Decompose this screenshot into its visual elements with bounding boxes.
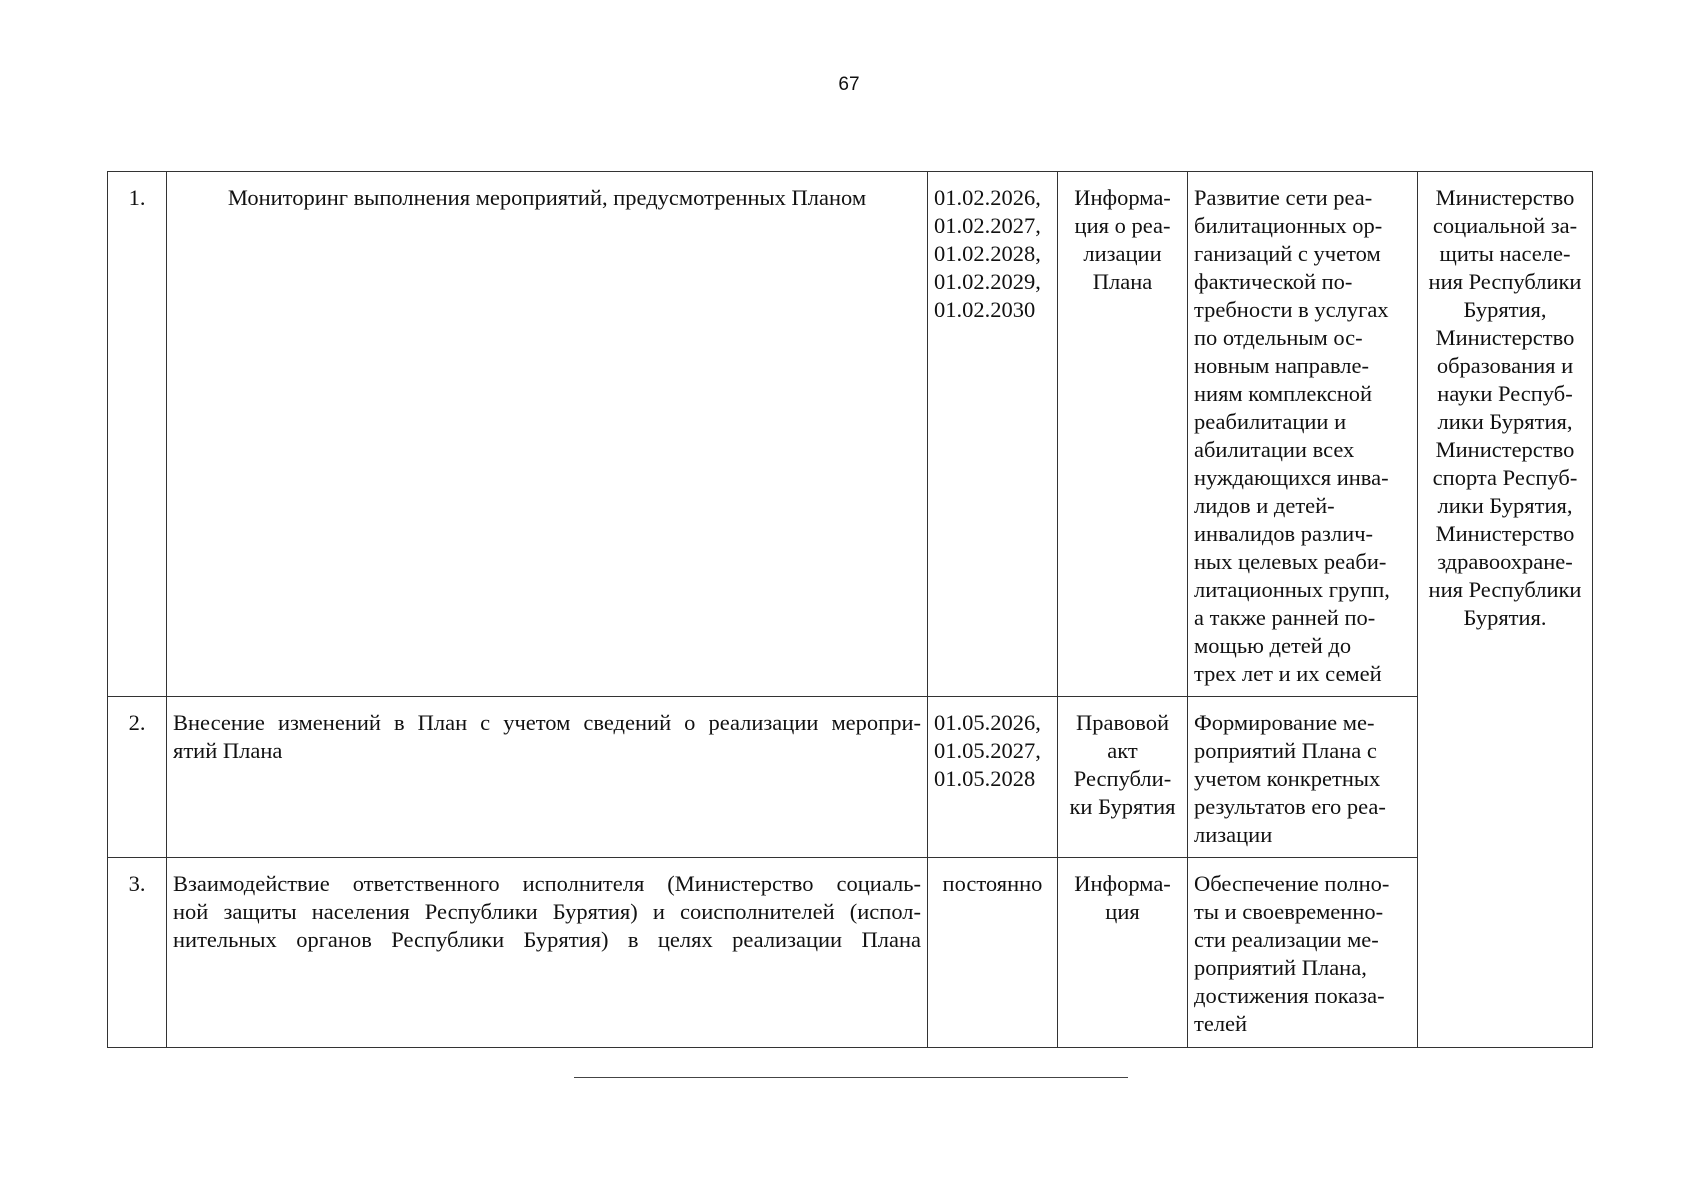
- activity-name-line: Внесение изменений в План с учетом сведений о реализации меропри-: [173, 710, 921, 735]
- page-number: 67: [838, 74, 860, 95]
- result-line: учетом конкретных: [1194, 766, 1381, 791]
- result-line: абилитации всех: [1194, 437, 1355, 462]
- result-line: Формирование ме-: [1194, 710, 1375, 735]
- activity-name-line: ной защиты населения Республики Бурятия) и соисполнителей (испол-: [173, 899, 921, 924]
- table-row: [108, 697, 1593, 858]
- result-line: Обеспечение полно-: [1194, 871, 1390, 896]
- document-type-line: ки Бурятия: [1069, 794, 1176, 819]
- executor-line: Министерство: [1435, 437, 1575, 462]
- plan-table: [107, 171, 1593, 1048]
- document-type-cell: [1058, 172, 1188, 697]
- result-line: ниям комплексной: [1194, 381, 1373, 406]
- expected-result-cell: [1188, 697, 1418, 858]
- executor-line: Министерство: [1435, 521, 1575, 546]
- expected-result-cell: [1188, 858, 1418, 1048]
- document-type-cell: [1058, 697, 1188, 858]
- row-number-cell: [108, 858, 167, 1048]
- document-type-line: лизации: [1083, 241, 1162, 266]
- deadline-cell: [928, 697, 1058, 858]
- executor-line: лики Бурятия,: [1437, 493, 1573, 518]
- deadline-line: 01.05.2028: [934, 766, 1036, 791]
- result-line: роприятий Плана,: [1194, 955, 1367, 980]
- document-type-line: Правовой: [1076, 710, 1169, 735]
- row-number: 3.: [128, 871, 146, 896]
- deadline-line: 01.02.2026,: [934, 185, 1041, 210]
- document-type-line: Информа-: [1074, 185, 1171, 210]
- result-line: нуждающихся инва-: [1194, 465, 1389, 490]
- document-type-line: ция о реа-: [1074, 213, 1171, 238]
- executor-line: спорта Респуб-: [1432, 465, 1578, 490]
- result-line: лизации: [1194, 822, 1273, 847]
- result-line: билитационных ор-: [1194, 213, 1383, 238]
- executor-line: Министерство: [1435, 325, 1575, 350]
- document-type-line: Информа-: [1074, 871, 1171, 896]
- result-line: требности в услугах: [1194, 297, 1389, 322]
- deadline-line: постоянно: [942, 871, 1043, 896]
- footer-divider: [574, 1077, 1128, 1078]
- activity-name-cell: [167, 697, 928, 858]
- table-row: [108, 858, 1593, 1048]
- result-line: мощью детей до: [1194, 633, 1352, 658]
- deadline-line: 01.02.2029,: [934, 269, 1041, 294]
- deadline-line: 01.02.2028,: [934, 241, 1041, 266]
- result-line: инвалидов различ-: [1194, 521, 1374, 546]
- result-line: новным направле-: [1194, 353, 1369, 378]
- deadline-line: 01.05.2027,: [934, 738, 1041, 763]
- executor-line: Бурятия.: [1463, 605, 1547, 630]
- executor-line: Министерство: [1435, 185, 1575, 210]
- result-line: сти реализации ме-: [1194, 927, 1379, 952]
- result-line: литационных групп,: [1194, 577, 1390, 602]
- row-number-cell: [108, 697, 167, 858]
- activity-name-line: нительных органов Республики Бурятия) в целях реализации Плана: [173, 927, 921, 952]
- executor-line: науки Респуб-: [1437, 381, 1573, 406]
- table-row: [108, 172, 1593, 697]
- deadline-cell: [928, 858, 1058, 1048]
- document-type-line: Плана: [1092, 269, 1153, 294]
- expected-result-cell: [1188, 172, 1418, 697]
- deadline-cell: [928, 172, 1058, 697]
- deadline-line: 01.02.2030: [934, 297, 1036, 322]
- executor-line: образования и: [1436, 353, 1574, 378]
- result-line: трех лет и их семей: [1194, 661, 1382, 686]
- result-line: ных целевых реаби-: [1194, 549, 1387, 574]
- result-line: лидов и детей-: [1194, 493, 1335, 518]
- result-line: по отдельным ос-: [1194, 325, 1363, 350]
- executor-line: социальной за-: [1432, 213, 1578, 238]
- result-line: а также ранней по-: [1194, 605, 1376, 630]
- result-line: телей: [1194, 1011, 1248, 1036]
- deadline-line: 01.02.2027,: [934, 213, 1041, 238]
- document-type-line: акт: [1107, 738, 1138, 763]
- document-type-cell: [1058, 858, 1188, 1048]
- row-number: 2.: [128, 710, 146, 735]
- result-line: реабилитации и: [1194, 409, 1347, 434]
- result-line: ты и своевременно-: [1194, 899, 1384, 924]
- executor-line: ния Республики: [1428, 269, 1582, 294]
- result-line: ганизаций с учетом: [1194, 241, 1381, 266]
- executor-line: здравоохране-: [1437, 549, 1573, 574]
- executor-line: Бурятия,: [1463, 297, 1547, 322]
- activity-name-cell: [167, 858, 928, 1048]
- activity-name-line: ятий Плана: [173, 738, 283, 763]
- row-number-cell: [108, 172, 167, 697]
- deadline-line: 01.05.2026,: [934, 710, 1041, 735]
- document-type-line: Республи-: [1073, 766, 1172, 791]
- executor-line: ния Республики: [1428, 577, 1582, 602]
- result-line: результатов его реа-: [1194, 794, 1386, 819]
- activity-name-line: Взаимодействие ответственного исполнителя (Министерство социаль-: [173, 871, 921, 896]
- document-type-line: ция: [1105, 899, 1140, 924]
- result-line: фактической по-: [1194, 269, 1353, 294]
- activity-name-line: Мониторинг выполнения мероприятий, предусмотренных Планом: [227, 185, 867, 210]
- result-line: роприятий Плана с: [1194, 738, 1377, 763]
- executors-cell: [1418, 172, 1593, 1048]
- result-line: Развитие сети реа-: [1194, 185, 1373, 210]
- row-number: 1.: [128, 185, 146, 210]
- executor-line: щиты населе-: [1439, 241, 1571, 266]
- result-line: достижения показа-: [1194, 983, 1385, 1008]
- executor-line: лики Бурятия,: [1437, 409, 1573, 434]
- activity-name-cell: [167, 172, 928, 697]
